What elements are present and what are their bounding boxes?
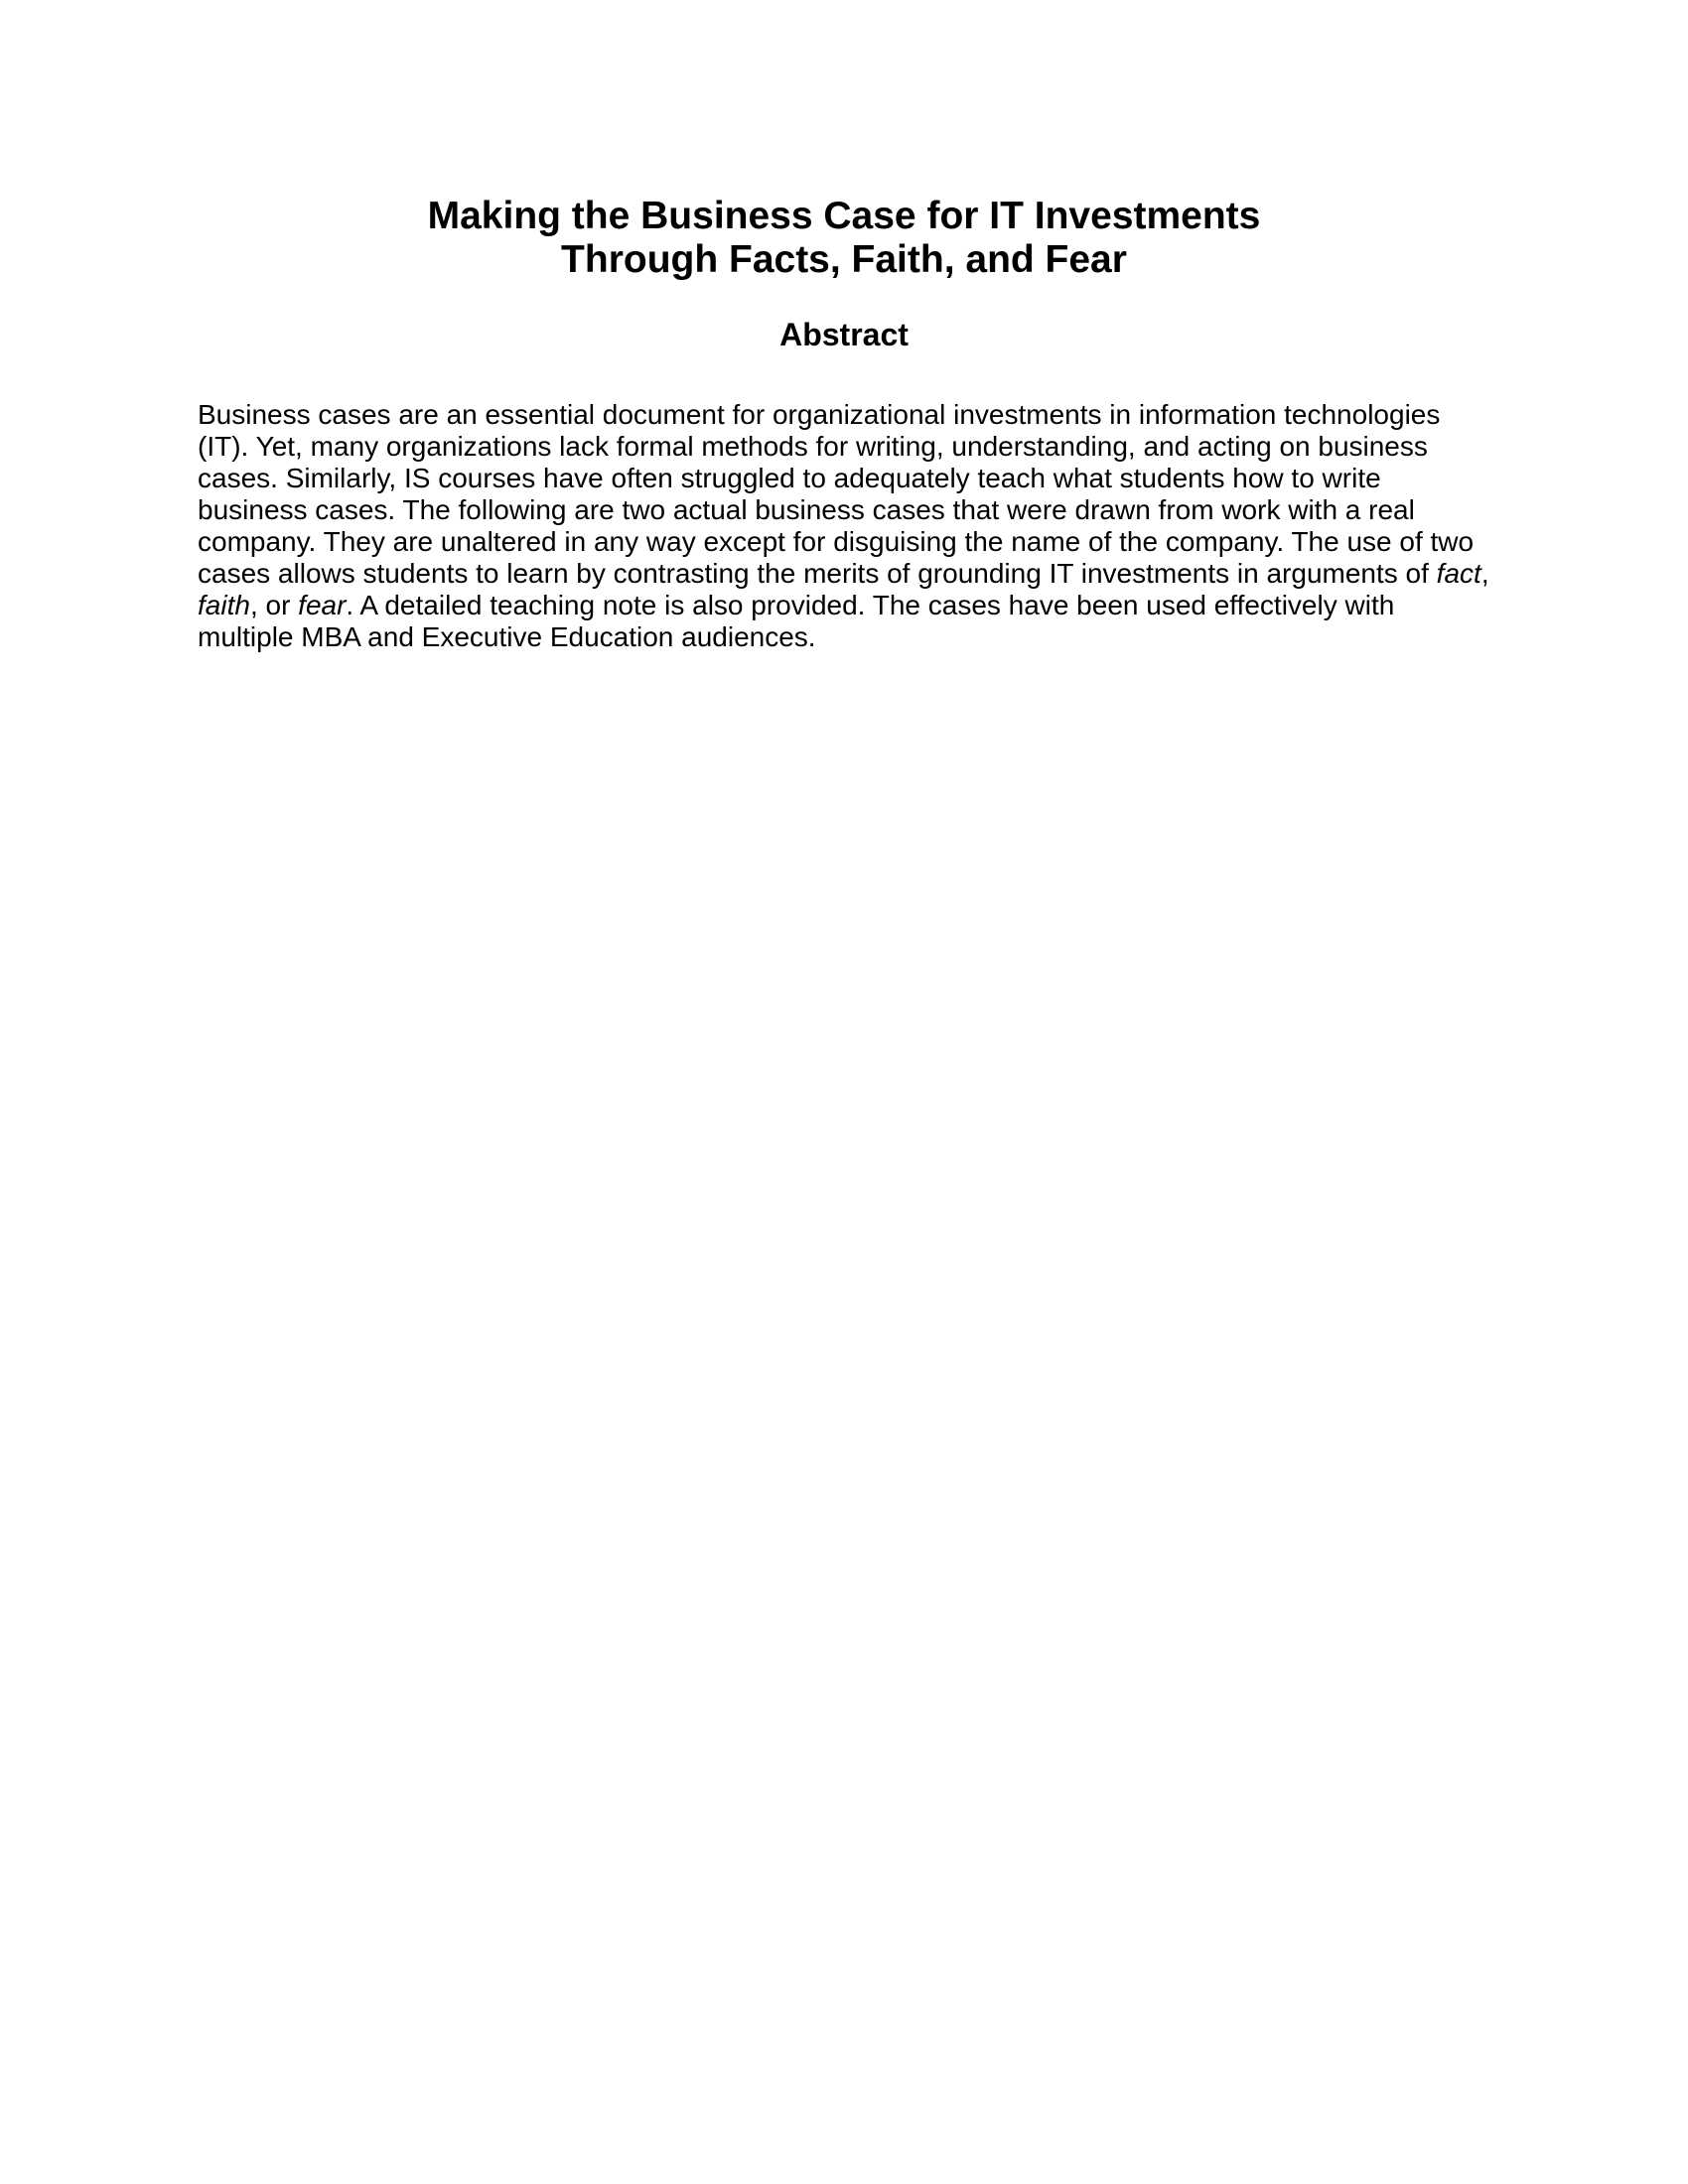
abstract-line-2: (IT). Yet, many organizations lack formal methods for writing, understanding, and acting on business <box>198 431 1428 462</box>
abstract-line-4: business cases. The following are two actual business cases that were drawn from work with a real <box>198 494 1415 525</box>
abstract-line-7 <box>198 590 1508 621</box>
title-line-2: Through Facts, Faith, and Fear <box>561 238 1127 281</box>
abstract-line-1: Business cases are an essential document for organizational investments in information technologies <box>198 399 1441 430</box>
abstract-line-7-middle: , or <box>249 590 299 620</box>
abstract-line-6 <box>198 558 1508 590</box>
abstract-line-6-text: cases allows students to learn by contrasting the merits of grounding IT investments in arguments of <box>198 558 1437 589</box>
abstract-italic-fact: fact <box>1436 558 1481 589</box>
title-line-1: Making the Business Case for IT Investments <box>427 195 1261 237</box>
abstract-italic-fear: fear <box>298 590 347 620</box>
abstract-line-8: multiple MBA and Executive Education audiences. <box>198 621 816 652</box>
abstract-line-3: cases. Similarly, IS courses have often struggled to adequately teach what students how to write <box>198 463 1381 493</box>
abstract-line-5: company. They are unaltered in any way except for disguising the name of the company. The use of two <box>198 526 1475 557</box>
abstract-heading: Abstract <box>779 317 909 352</box>
abstract-line-7-text: . A detailed teaching note is also provided. The cases have been used effectively with <box>346 590 1395 620</box>
abstract-italic-faith: faith <box>198 590 250 620</box>
document-title <box>0 195 1688 282</box>
abstract-line-6-comma: , <box>1480 558 1489 589</box>
abstract-paragraph <box>198 399 1508 653</box>
